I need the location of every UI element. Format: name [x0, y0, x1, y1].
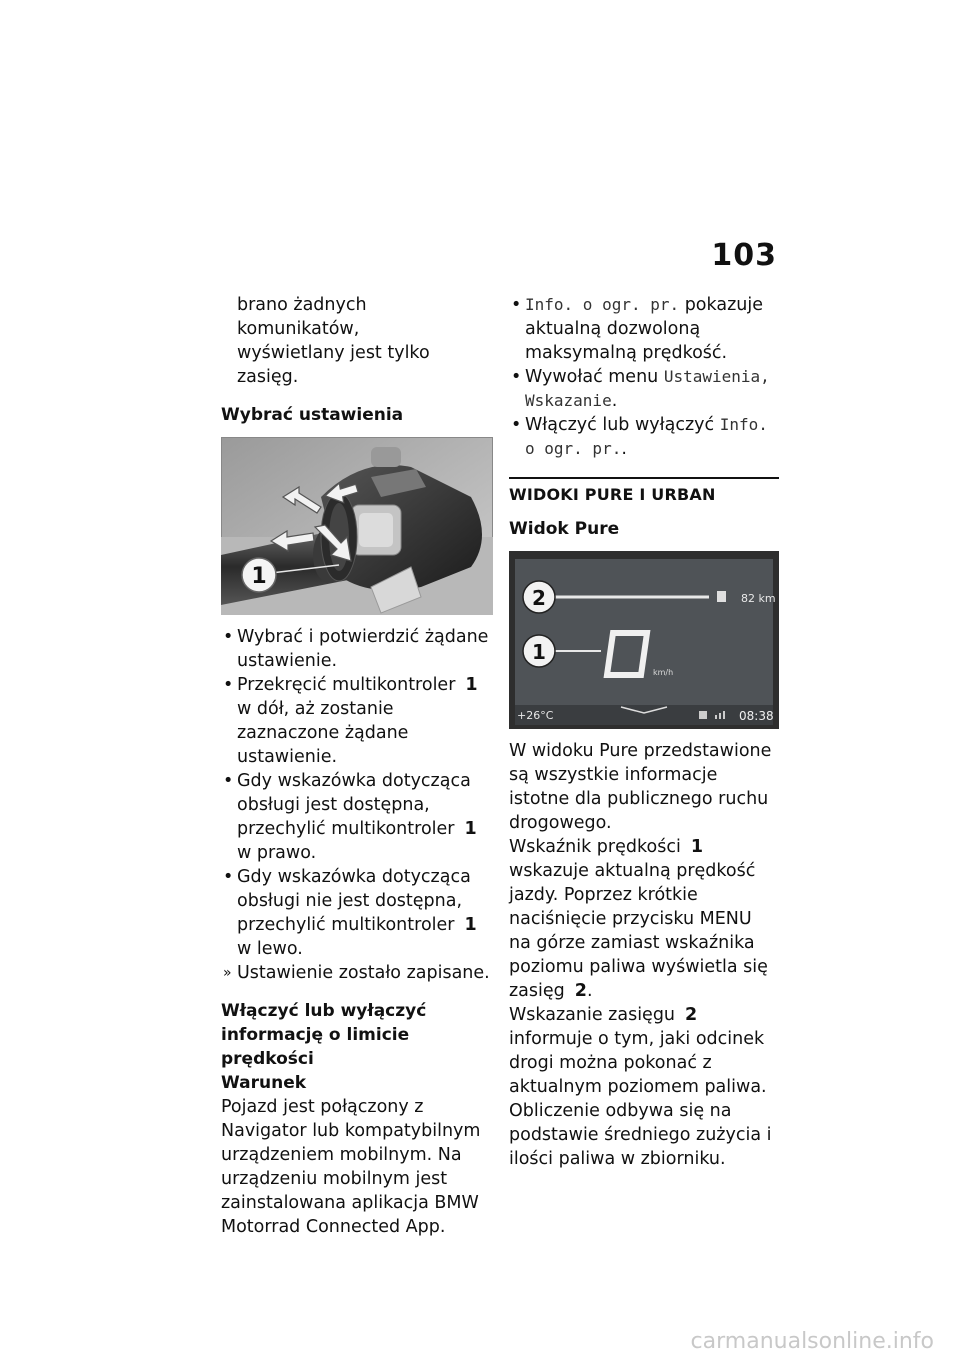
settings-steps-list [221, 625, 493, 985]
list-item: • Włączyć lub wyłączyć Info. o ogr. pr.. [509, 413, 779, 461]
intro-line-2: wyświetlany jest tylko zasięg. [237, 343, 430, 387]
figure1-label: 1 [251, 564, 267, 589]
time-readout: 08:38 [739, 709, 774, 723]
list-item: • Gdy wskazówka dotycząca obsługi jest dostępna, przechylić multikontroler 1 w prawo. [221, 769, 493, 865]
result-item: » Ustawienie zostało zapisane. [221, 961, 493, 985]
handlebar-controller-figure [221, 437, 493, 615]
display-label-top: 2 [532, 586, 546, 610]
list-item: • Przekręcić multikontroler 1 w dół, aż zostanie zaznaczone żądane ustawienie. [221, 673, 493, 769]
intro-line-1: brano żadnych komunikatów, [237, 295, 367, 339]
list-item: • Wywołać menu Ustawienia, Wskazanie. [509, 365, 779, 413]
section-title: WIDOKI PURE I URBAN [509, 485, 716, 504]
signal-icon [715, 715, 717, 719]
list-item: • Gdy wskazówka dotycząca obsługi nie jest dostępna, przechylić multikontroler 1 w lewo. [221, 865, 493, 961]
range-readout: 82 km [741, 592, 776, 605]
condition-text: Pojazd jest połączony z Navigator lub kompatybilnym urządzeniem mobilnym. Na urządzeniu mobilnym jest zainstalowana aplikacja BMW Motorrad Connected App. [221, 1097, 481, 1237]
footer-watermark: carmanualsonline.info [690, 1329, 934, 1354]
section-header [509, 477, 779, 507]
heading-speed-limit-line-1: Włączyć lub wyłączyć [221, 1001, 427, 1021]
list-item: • Wybrać i potwierdzić żądane ustawienie. [221, 625, 493, 673]
display-label-bottom: 1 [532, 640, 546, 664]
paragraph-speedometer: Wskaźnik prędkości 1 wskazuje aktualną prędkość jazdy. Poprzez krótkie naciśnięcie przycisku MENU na górze zamiast wskaźnika poziomu paliwa wyświetla się zasięg 2. [509, 837, 768, 1001]
page-number: 103 [711, 238, 777, 273]
phone-icon [699, 711, 707, 719]
heading-speed-limit-line-2: informację o limicie prędkości [221, 1025, 410, 1069]
heading-condition: Warunek [221, 1073, 307, 1093]
list-item: • Info. o ogr. pr. pokazuje aktualną dozwoloną maksymalną prędkość. [509, 293, 779, 365]
pure-view-display-figure [509, 551, 779, 729]
heading-settings: Wybrać ustawienia [221, 405, 404, 425]
temperature-readout: +26°C [517, 709, 554, 722]
paragraph-pure-view: W widoku Pure przedstawione są wszystkie informacje istotne dla publicznego ruchu drogowego. [509, 741, 772, 833]
subheading-pure-view: Widok Pure [509, 519, 620, 539]
speed-unit: km/h [653, 668, 674, 677]
paragraph-range: Wskazanie zasięgu 2 informuje o tym, jaki odcinek drogi można pokonać z aktualnym poziomem paliwa. Obliczenie odbywa się na podstawie średniego zużycia i ilości paliwa w zbiorniku. [509, 1005, 772, 1169]
speed-limit-steps-list [509, 293, 779, 461]
left-column [221, 293, 493, 1239]
right-column [509, 293, 779, 1171]
